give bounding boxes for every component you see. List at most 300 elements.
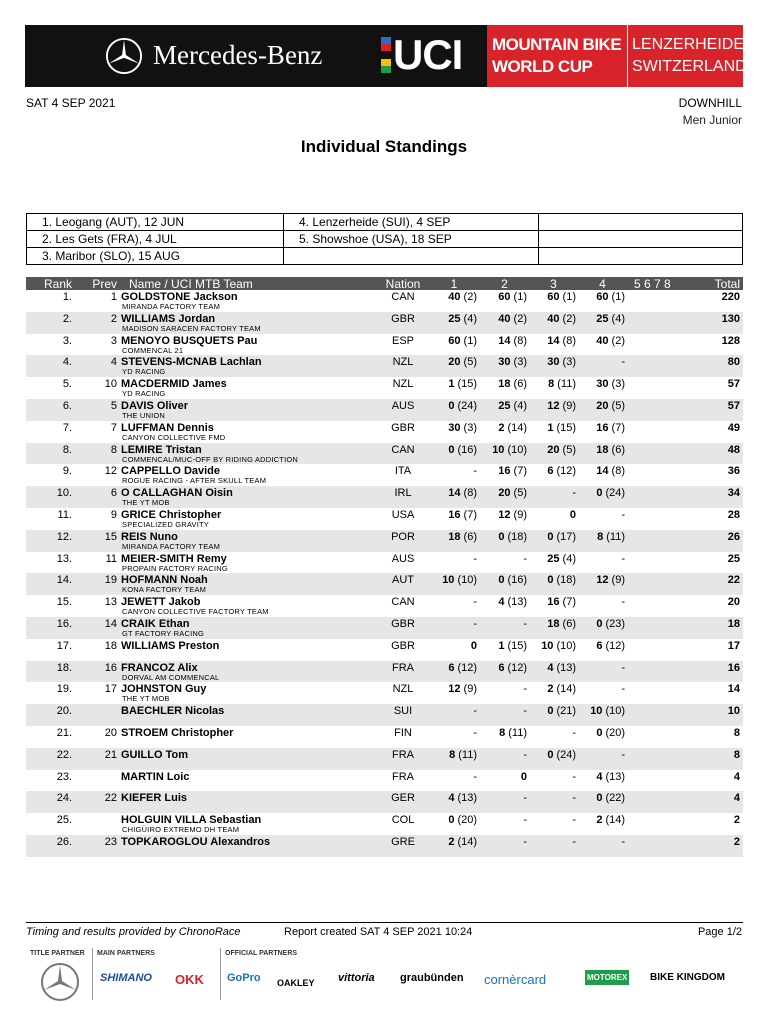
table-row bbox=[26, 639, 743, 661]
prev-rank-cell: 22 bbox=[104, 792, 117, 805]
partner-divider bbox=[92, 948, 93, 1000]
race-position: (6) bbox=[513, 378, 527, 391]
race-cell bbox=[284, 248, 539, 265]
points: 60 bbox=[448, 334, 461, 347]
race-position: (13) bbox=[507, 596, 527, 609]
race-position: (5) bbox=[611, 399, 625, 412]
round-3-result bbox=[531, 662, 576, 674]
rider-name: REIS Nuno bbox=[121, 530, 178, 543]
round-4-result bbox=[580, 771, 625, 783]
nation-cell: NZL bbox=[392, 378, 414, 391]
round-2-result bbox=[482, 531, 527, 543]
rank-cell: 24. bbox=[56, 792, 72, 805]
points: - bbox=[523, 617, 527, 630]
points: - bbox=[621, 508, 625, 521]
round-2-result bbox=[482, 356, 527, 368]
prev-rank-cell: 17 bbox=[104, 683, 117, 696]
points: 40 bbox=[498, 312, 511, 325]
round-3-result bbox=[531, 335, 576, 347]
points: - bbox=[523, 748, 527, 761]
rider-team: MIRANDA FACTORY TEAM bbox=[122, 302, 221, 311]
points: - bbox=[473, 617, 477, 630]
points: 2 bbox=[596, 814, 603, 827]
round-4-result bbox=[580, 509, 625, 521]
nation-cell: GER bbox=[391, 792, 415, 805]
race-position: (12) bbox=[605, 639, 625, 652]
round-3-result bbox=[531, 836, 576, 848]
rider-name: MACDERMID James bbox=[121, 378, 227, 391]
nation-cell: FIN bbox=[394, 726, 412, 739]
race-position: (15) bbox=[556, 421, 576, 434]
col-rank: Rank bbox=[43, 277, 72, 291]
rank-cell: 13. bbox=[56, 552, 72, 565]
table-row bbox=[26, 355, 743, 377]
round-2-result bbox=[482, 792, 527, 804]
rider-name: HOLGUIN VILLA Sebastian bbox=[121, 814, 262, 827]
round-2-result bbox=[482, 727, 527, 739]
round-2-result bbox=[482, 683, 527, 695]
race-position: (11) bbox=[508, 726, 527, 739]
col-round-3: 3 bbox=[550, 277, 557, 291]
event-name bbox=[487, 25, 627, 87]
rider-name: WILLIAMS Jordan bbox=[121, 312, 216, 325]
official-partners-label: OFFICIAL PARTNERS bbox=[225, 950, 298, 957]
round-3-result bbox=[531, 727, 576, 739]
points: - bbox=[621, 835, 625, 848]
table-row bbox=[26, 443, 743, 465]
round-1-result bbox=[431, 618, 477, 630]
race-position: (5) bbox=[562, 443, 576, 456]
race-position: (14) bbox=[457, 835, 477, 848]
rank-cell: 5. bbox=[62, 378, 72, 391]
rank-cell: 14. bbox=[56, 574, 72, 587]
round-3-result bbox=[531, 444, 576, 456]
race-position: (6) bbox=[463, 530, 477, 543]
nation-cell: SUI bbox=[393, 705, 413, 718]
round-4-result bbox=[580, 378, 625, 390]
prev-rank-cell: 8 bbox=[110, 443, 117, 456]
table-row bbox=[26, 661, 743, 683]
round-3-result bbox=[531, 574, 576, 586]
race-position: (12) bbox=[507, 661, 527, 674]
prev-rank-cell: 12 bbox=[104, 465, 117, 478]
rider-team: THE UNION bbox=[122, 410, 166, 420]
points: - bbox=[473, 770, 477, 783]
round-4-result bbox=[580, 596, 625, 608]
round-4-result bbox=[580, 422, 625, 434]
round-3-result bbox=[531, 683, 576, 695]
title-partner-label: TITLE PARTNER bbox=[30, 950, 85, 957]
rider-name: LEMIRE Tristan bbox=[121, 443, 202, 456]
round-3-result bbox=[531, 705, 576, 717]
nation-cell: CAN bbox=[391, 443, 415, 456]
points: 20 bbox=[547, 443, 560, 456]
round-2-result bbox=[482, 749, 527, 761]
points: 0 bbox=[448, 399, 455, 412]
rider-name: STEVENS-MCNAB Lachlan bbox=[121, 356, 262, 369]
points: 6 bbox=[498, 661, 505, 674]
col-name: Name / UCI MTB Team bbox=[129, 277, 253, 291]
total-points: 16 bbox=[727, 661, 740, 674]
round-1-result bbox=[431, 836, 477, 848]
points: 4 bbox=[547, 661, 554, 674]
sponsor-motorex: MOTOREX bbox=[585, 970, 629, 985]
race-cell: 3. Maribor (SLO), 15 AUG bbox=[27, 248, 284, 265]
points: 0 bbox=[569, 508, 576, 521]
nation-cell: GRE bbox=[391, 835, 415, 848]
rank-cell: 16. bbox=[56, 617, 72, 630]
rank-cell: 10. bbox=[56, 487, 72, 500]
total-points: 4 bbox=[733, 792, 740, 805]
points: 0 bbox=[520, 770, 527, 783]
rank-cell: 17. bbox=[56, 639, 72, 652]
uci-rainbow-icon bbox=[381, 37, 391, 73]
table-row bbox=[26, 573, 743, 595]
race-position: (14) bbox=[605, 814, 625, 827]
race-position: (7) bbox=[463, 508, 477, 521]
table-row bbox=[26, 530, 743, 552]
points: - bbox=[473, 596, 477, 609]
total-points: 4 bbox=[733, 770, 740, 783]
race-position: (10) bbox=[457, 574, 477, 587]
round-1-result bbox=[431, 814, 477, 826]
prev-rank-cell: 4 bbox=[110, 356, 117, 369]
points: 2 bbox=[498, 421, 505, 434]
points: - bbox=[523, 683, 527, 696]
round-3-result bbox=[531, 749, 576, 761]
round-1-result bbox=[431, 705, 477, 717]
points: 20 bbox=[596, 399, 609, 412]
round-4-result bbox=[580, 313, 625, 325]
points: - bbox=[621, 356, 625, 369]
round-4-result bbox=[580, 465, 625, 477]
points: 10 bbox=[492, 443, 505, 456]
points: - bbox=[523, 552, 527, 565]
total-points: 10 bbox=[727, 705, 740, 718]
points: 30 bbox=[498, 356, 511, 369]
round-2-result bbox=[482, 487, 527, 499]
points: 16 bbox=[448, 508, 461, 521]
total-points: 48 bbox=[727, 443, 740, 456]
points: 12 bbox=[448, 683, 461, 696]
round-1-result bbox=[431, 727, 477, 739]
race-position: (11) bbox=[458, 748, 477, 761]
points: 14 bbox=[547, 334, 560, 347]
race-cell bbox=[539, 214, 743, 231]
round-1-result bbox=[431, 749, 477, 761]
sponsor-graubunden: graubünden bbox=[400, 972, 464, 984]
round-3-result bbox=[531, 378, 576, 390]
round-3-result bbox=[531, 640, 576, 652]
rider-name: JOHNSTON Guy bbox=[121, 683, 207, 696]
rider-team: YD RACING bbox=[122, 389, 166, 399]
prev-rank-cell: 14 bbox=[104, 617, 117, 630]
round-2-result bbox=[482, 465, 527, 477]
prev-rank-cell: 10 bbox=[104, 378, 117, 391]
round-4-result bbox=[580, 444, 625, 456]
rider-name: TOPKAROGLOU Alexandros bbox=[121, 835, 271, 848]
race-position: (3) bbox=[562, 356, 576, 369]
sponsor-bike-kingdom: BIKE KINGDOM bbox=[650, 972, 725, 983]
race-position: (8) bbox=[562, 334, 576, 347]
points: - bbox=[523, 835, 527, 848]
rider-team: SPECIALIZED GRAVITY bbox=[122, 519, 210, 529]
header-banner bbox=[25, 25, 747, 87]
race-position: (10) bbox=[605, 705, 625, 718]
rank-cell: 12. bbox=[56, 530, 72, 543]
col-round-4: 4 bbox=[599, 277, 606, 291]
round-4-result bbox=[580, 705, 625, 717]
rank-cell: 2. bbox=[62, 312, 72, 325]
prev-rank-cell: 21 bbox=[104, 748, 117, 761]
prev-rank-cell: 19 bbox=[104, 574, 117, 587]
prev-rank-cell: 9 bbox=[110, 508, 117, 521]
points: 0 bbox=[498, 530, 505, 543]
round-1-result bbox=[431, 792, 477, 804]
rank-cell: 19. bbox=[56, 683, 72, 696]
col-round-1: 1 bbox=[450, 277, 458, 291]
points: 0 bbox=[596, 726, 603, 739]
points: 6 bbox=[547, 465, 554, 478]
rank-cell: 22. bbox=[56, 748, 72, 761]
rider-name: GUILLO Tom bbox=[121, 748, 189, 761]
rank-cell: 6. bbox=[62, 399, 72, 412]
table-row bbox=[26, 726, 743, 748]
round-2-result bbox=[482, 640, 527, 652]
round-3-result bbox=[531, 553, 576, 565]
rider-name: WILLIAMS Preston bbox=[121, 639, 220, 652]
race-position: (4) bbox=[463, 312, 477, 325]
rank-cell: 25. bbox=[56, 814, 72, 827]
rider-team: COMMENCAL 21 bbox=[122, 345, 184, 355]
points: - bbox=[523, 705, 527, 718]
table-row bbox=[26, 552, 743, 574]
round-3-result bbox=[531, 487, 576, 499]
points: - bbox=[572, 726, 576, 739]
points: 30 bbox=[596, 378, 609, 391]
round-2-result bbox=[482, 596, 527, 608]
standings-table bbox=[26, 277, 743, 857]
rider-name: MENOYO BUSQUETS Pau bbox=[121, 334, 258, 347]
rank-cell: 21. bbox=[56, 726, 72, 739]
points: 10 bbox=[590, 705, 603, 718]
round-3-result bbox=[531, 291, 576, 303]
main-partners-label: MAIN PARTNERS bbox=[97, 950, 155, 957]
round-3-result bbox=[531, 792, 576, 804]
table-row bbox=[26, 334, 743, 356]
round-2-result bbox=[482, 662, 527, 674]
rank-cell: 8. bbox=[62, 443, 72, 456]
rider-team: GT FACTORY RACING bbox=[122, 628, 205, 638]
points: - bbox=[621, 596, 625, 609]
race-position: (1) bbox=[611, 291, 625, 303]
prev-rank-cell: 13 bbox=[104, 596, 117, 609]
prev-rank-cell: 23 bbox=[104, 835, 117, 848]
points: - bbox=[572, 770, 576, 783]
sponsor-vittoria: vittoria bbox=[338, 972, 375, 984]
points: 0 bbox=[547, 705, 554, 718]
round-2-result bbox=[482, 705, 527, 717]
round-3-result bbox=[531, 596, 576, 608]
points: 4 bbox=[498, 596, 505, 609]
discipline: DOWNHILL bbox=[678, 96, 742, 110]
race-position: (2) bbox=[562, 312, 576, 325]
race-position: (14) bbox=[556, 683, 576, 696]
rider-team: PROPAIN FACTORY RACING bbox=[122, 563, 228, 573]
race-position: (14) bbox=[507, 421, 527, 434]
col-rounds-5-8: 5 6 7 8 bbox=[634, 277, 671, 291]
mercedes-star-icon bbox=[40, 962, 80, 1002]
points: 60 bbox=[547, 291, 560, 303]
table-row bbox=[26, 421, 743, 443]
points: 0 bbox=[547, 574, 554, 587]
race-position: (3) bbox=[463, 421, 477, 434]
rider-name: STROEM Christopher bbox=[121, 726, 234, 739]
points: 0 bbox=[596, 617, 603, 630]
table-row bbox=[26, 791, 743, 813]
nation-cell: COL bbox=[391, 814, 415, 827]
prev-rank-cell: 5 bbox=[110, 399, 117, 412]
race-position: (8) bbox=[513, 334, 527, 347]
race-position: (11) bbox=[557, 378, 576, 391]
race-position: (3) bbox=[611, 378, 625, 391]
race-position: (1) bbox=[513, 291, 527, 303]
points: 16 bbox=[547, 596, 560, 609]
rider-team: ROGUE RACING - AFTER SKULL TEAM bbox=[122, 476, 267, 486]
round-1-result bbox=[431, 531, 477, 543]
total-points: 14 bbox=[727, 683, 740, 696]
race-position: (10) bbox=[507, 443, 527, 456]
points: 0 bbox=[547, 748, 554, 761]
partner-divider bbox=[220, 948, 221, 1000]
round-1-result bbox=[431, 313, 477, 325]
race-cell bbox=[539, 231, 743, 248]
footer-divider bbox=[26, 922, 743, 923]
nation-cell: CAN bbox=[391, 596, 415, 609]
rider-name: KIEFER Luis bbox=[121, 792, 188, 805]
points: 4 bbox=[596, 770, 603, 783]
race-position: (6) bbox=[562, 617, 576, 630]
points: - bbox=[473, 552, 477, 565]
race-position: (2) bbox=[513, 312, 527, 325]
points: 60 bbox=[498, 291, 511, 303]
race-position: (4) bbox=[513, 399, 527, 412]
round-1-result bbox=[431, 509, 477, 521]
total-points: 128 bbox=[721, 334, 740, 347]
race-position: (4) bbox=[611, 312, 625, 325]
race-row bbox=[27, 248, 743, 265]
points: 10 bbox=[442, 574, 455, 587]
nation-cell: NZL bbox=[392, 356, 414, 369]
round-1-result bbox=[431, 356, 477, 368]
total-points: 57 bbox=[727, 399, 740, 412]
round-4-result bbox=[580, 553, 625, 565]
points: 16 bbox=[596, 421, 609, 434]
points: 1 bbox=[547, 421, 554, 434]
rank-cell: 23. bbox=[56, 770, 72, 783]
prev-rank-cell: 20 bbox=[104, 726, 117, 739]
round-1-result bbox=[431, 444, 477, 456]
round-2-result bbox=[482, 378, 527, 390]
points: 14 bbox=[498, 334, 511, 347]
race-position: (15) bbox=[507, 639, 527, 652]
round-3-result bbox=[531, 771, 576, 783]
col-total: Total bbox=[714, 277, 740, 291]
table-row bbox=[26, 704, 743, 726]
rider-team: CANYON COLLECTIVE FACTORY TEAM bbox=[122, 607, 269, 617]
table-row bbox=[26, 835, 743, 857]
points: 6 bbox=[596, 639, 603, 652]
nation-cell: FRA bbox=[392, 748, 414, 761]
round-1-result bbox=[431, 640, 477, 652]
race-position: (7) bbox=[611, 421, 625, 434]
round-3-result bbox=[531, 422, 576, 434]
points: 0 bbox=[596, 792, 603, 805]
points: 14 bbox=[448, 487, 461, 500]
points: - bbox=[473, 726, 477, 739]
round-1-result bbox=[431, 596, 477, 608]
round-4-result bbox=[580, 683, 625, 695]
round-2-result bbox=[482, 836, 527, 848]
total-points: 26 bbox=[727, 530, 740, 543]
nation-cell: GBR bbox=[391, 312, 415, 325]
total-points: 17 bbox=[727, 639, 740, 652]
nation-cell: GBR bbox=[391, 421, 415, 434]
prev-rank-cell: 18 bbox=[104, 639, 117, 652]
race-position: (3) bbox=[513, 356, 527, 369]
round-4-result bbox=[580, 356, 625, 368]
round-2-result bbox=[482, 618, 527, 630]
round-2-result bbox=[482, 444, 527, 456]
points: 40 bbox=[547, 312, 560, 325]
points: 8 bbox=[548, 378, 555, 391]
points: 18 bbox=[547, 617, 560, 630]
points: 40 bbox=[448, 291, 461, 303]
round-3-result bbox=[531, 531, 576, 543]
page-title: Individual Standings bbox=[300, 137, 468, 156]
total-points: 25 bbox=[727, 552, 740, 565]
total-points: 80 bbox=[727, 356, 740, 369]
race-position: (12) bbox=[556, 465, 576, 478]
rider-name: JEWETT Jakob bbox=[121, 596, 201, 609]
round-1-result bbox=[431, 378, 477, 390]
points: 4 bbox=[448, 792, 455, 805]
race-position: (21) bbox=[556, 705, 576, 718]
race-position: (7) bbox=[562, 596, 576, 609]
race-position: (9) bbox=[513, 508, 527, 521]
points: 0 bbox=[547, 530, 554, 543]
prev-rank-cell: 16 bbox=[104, 661, 117, 674]
page-number: Page 1/2 bbox=[697, 926, 742, 938]
round-4-result bbox=[580, 531, 625, 543]
round-1-result bbox=[431, 662, 477, 674]
race-position: (5) bbox=[513, 487, 527, 500]
points: 18 bbox=[596, 443, 609, 456]
sponsor-oakley: OAKLEY bbox=[277, 978, 315, 988]
round-1-result bbox=[431, 291, 477, 303]
category: Men Junior bbox=[682, 113, 742, 127]
points: 18 bbox=[498, 378, 511, 391]
round-3-result bbox=[531, 465, 576, 477]
round-4-result bbox=[580, 335, 625, 347]
race-position: (7) bbox=[513, 465, 527, 478]
table-row bbox=[26, 617, 743, 639]
prev-rank-cell: 11 bbox=[105, 552, 117, 565]
round-2-result bbox=[482, 509, 527, 521]
race-position: (24) bbox=[457, 399, 477, 412]
round-2-result bbox=[482, 574, 527, 586]
round-1-result bbox=[431, 400, 477, 412]
